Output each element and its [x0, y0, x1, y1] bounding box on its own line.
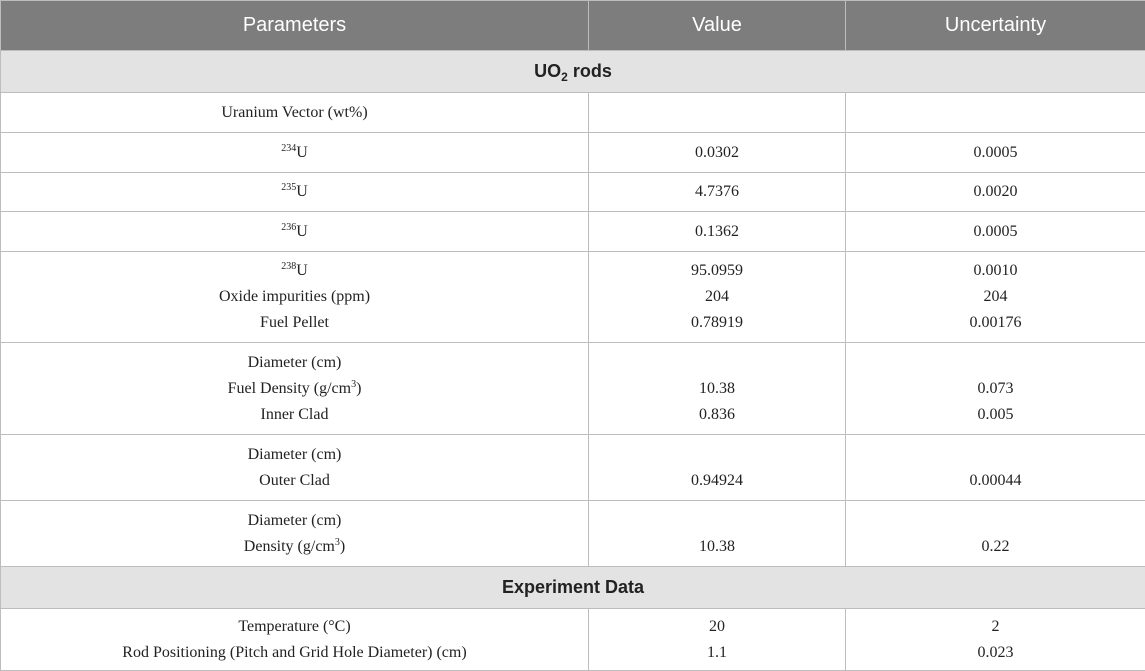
header-parameters: Parameters — [1, 1, 589, 51]
param-cell — [1, 609, 589, 671]
param-cell: $^{235}$U — [1, 173, 589, 212]
param-cell — [1, 435, 589, 501]
outer-clad-label: Outer Clad — [1, 468, 588, 494]
section-title-uo2-rods: $UO_2$ rods — [1, 51, 1145, 93]
section-row-experiment-data — [1, 567, 1145, 609]
table-row — [1, 93, 1145, 133]
outer-clad-value: 0.94924 — [589, 468, 845, 494]
fuel-density-label: Fuel Density $(g/cm^3)$ — [1, 376, 588, 402]
value-cell — [589, 343, 846, 435]
uncertainty-cell — [846, 501, 1145, 567]
density-value: 10.38 — [589, 534, 845, 560]
density-uncertainty: 0.22 — [846, 534, 1145, 560]
header-row — [1, 1, 1145, 51]
diameter-label: Diameter (cm) — [1, 508, 588, 534]
param-cell — [1, 501, 589, 567]
uncertainty-cell: 0.0020 — [846, 173, 1145, 212]
table-row — [1, 609, 1145, 671]
uranium-vector-label: Uranium Vector (wt%) — [221, 104, 367, 121]
rod-positioning-label: Rod Positioning (Pitch and Grid Hole Diameter) (cm) — [1, 640, 588, 666]
uncertainty-cell — [846, 609, 1145, 671]
inner-clad-value: 0.836 — [589, 402, 845, 428]
value-cell — [589, 435, 846, 501]
diameter-label: Diameter (cm) — [1, 350, 588, 376]
temperature-uncertainty: 2 — [846, 614, 1145, 640]
table-row — [1, 501, 1145, 567]
param-cell: $^{236}$U — [1, 212, 589, 252]
uncertainty-cell — [846, 252, 1145, 343]
value-cell: 4.7376 — [589, 173, 846, 212]
rod-positioning-value: 1.1 — [589, 640, 845, 666]
value-cell — [589, 501, 846, 567]
outer-clad-uncertainty: 0.00044 — [846, 468, 1145, 494]
oxide-value: 204 — [589, 284, 845, 310]
param-cell — [1, 252, 589, 343]
oxide-impurities-label: Oxide impurities (ppm) — [1, 284, 588, 310]
section-row-uo2-rods — [1, 51, 1145, 93]
fuel-density-value: 10.38 — [589, 376, 845, 402]
u238-label: $^{238}$U — [1, 258, 588, 284]
fuel-pellet-uncertainty: 0.00176 — [846, 310, 1145, 336]
uncertainty-cell — [846, 343, 1145, 435]
value-cell: 0.0302 — [589, 133, 846, 173]
rod-positioning-uncertainty: 0.023 — [846, 640, 1145, 666]
density-label: Density $(g/cm^3)$ — [1, 534, 588, 560]
param-cell: $^{234}$U — [1, 133, 589, 173]
value-cell: 0.1362 — [589, 212, 846, 252]
header-uncertainty: Uncertainty — [846, 1, 1145, 51]
uncertainty-cell: 0.0005 — [846, 133, 1145, 173]
param-cell — [1, 93, 589, 133]
value-cell — [589, 609, 846, 671]
table-row — [1, 173, 1145, 212]
uncertainty-cell — [846, 93, 1145, 133]
section-title-experiment-data: Experiment Data — [1, 567, 1145, 609]
table-row — [1, 252, 1145, 343]
temperature-value: 20 — [589, 614, 845, 640]
temperature-label: Temperature (°C) — [1, 614, 588, 640]
table-row — [1, 212, 1145, 252]
value-cell — [589, 252, 846, 343]
uncertainty-cell — [846, 435, 1145, 501]
u238-value: 95.0959 — [589, 258, 845, 284]
fuel-pellet-value: 0.78919 — [589, 310, 845, 336]
table-row — [1, 343, 1145, 435]
fuel-density-uncertainty: 0.073 — [846, 376, 1145, 402]
diameter-label: Diameter (cm) — [1, 442, 588, 468]
inner-clad-label: Inner Clad — [1, 402, 588, 428]
header-value: Value — [589, 1, 846, 51]
value-cell — [589, 93, 846, 133]
inner-clad-uncertainty: 0.005 — [846, 402, 1145, 428]
fuel-pellet-label: Fuel Pellet — [1, 310, 588, 336]
param-cell — [1, 343, 589, 435]
uncertainty-cell: 0.0005 — [846, 212, 1145, 252]
table-row — [1, 435, 1145, 501]
table-row — [1, 133, 1145, 173]
oxide-uncertainty: 204 — [846, 284, 1145, 310]
u238-uncertainty: 0.0010 — [846, 258, 1145, 284]
